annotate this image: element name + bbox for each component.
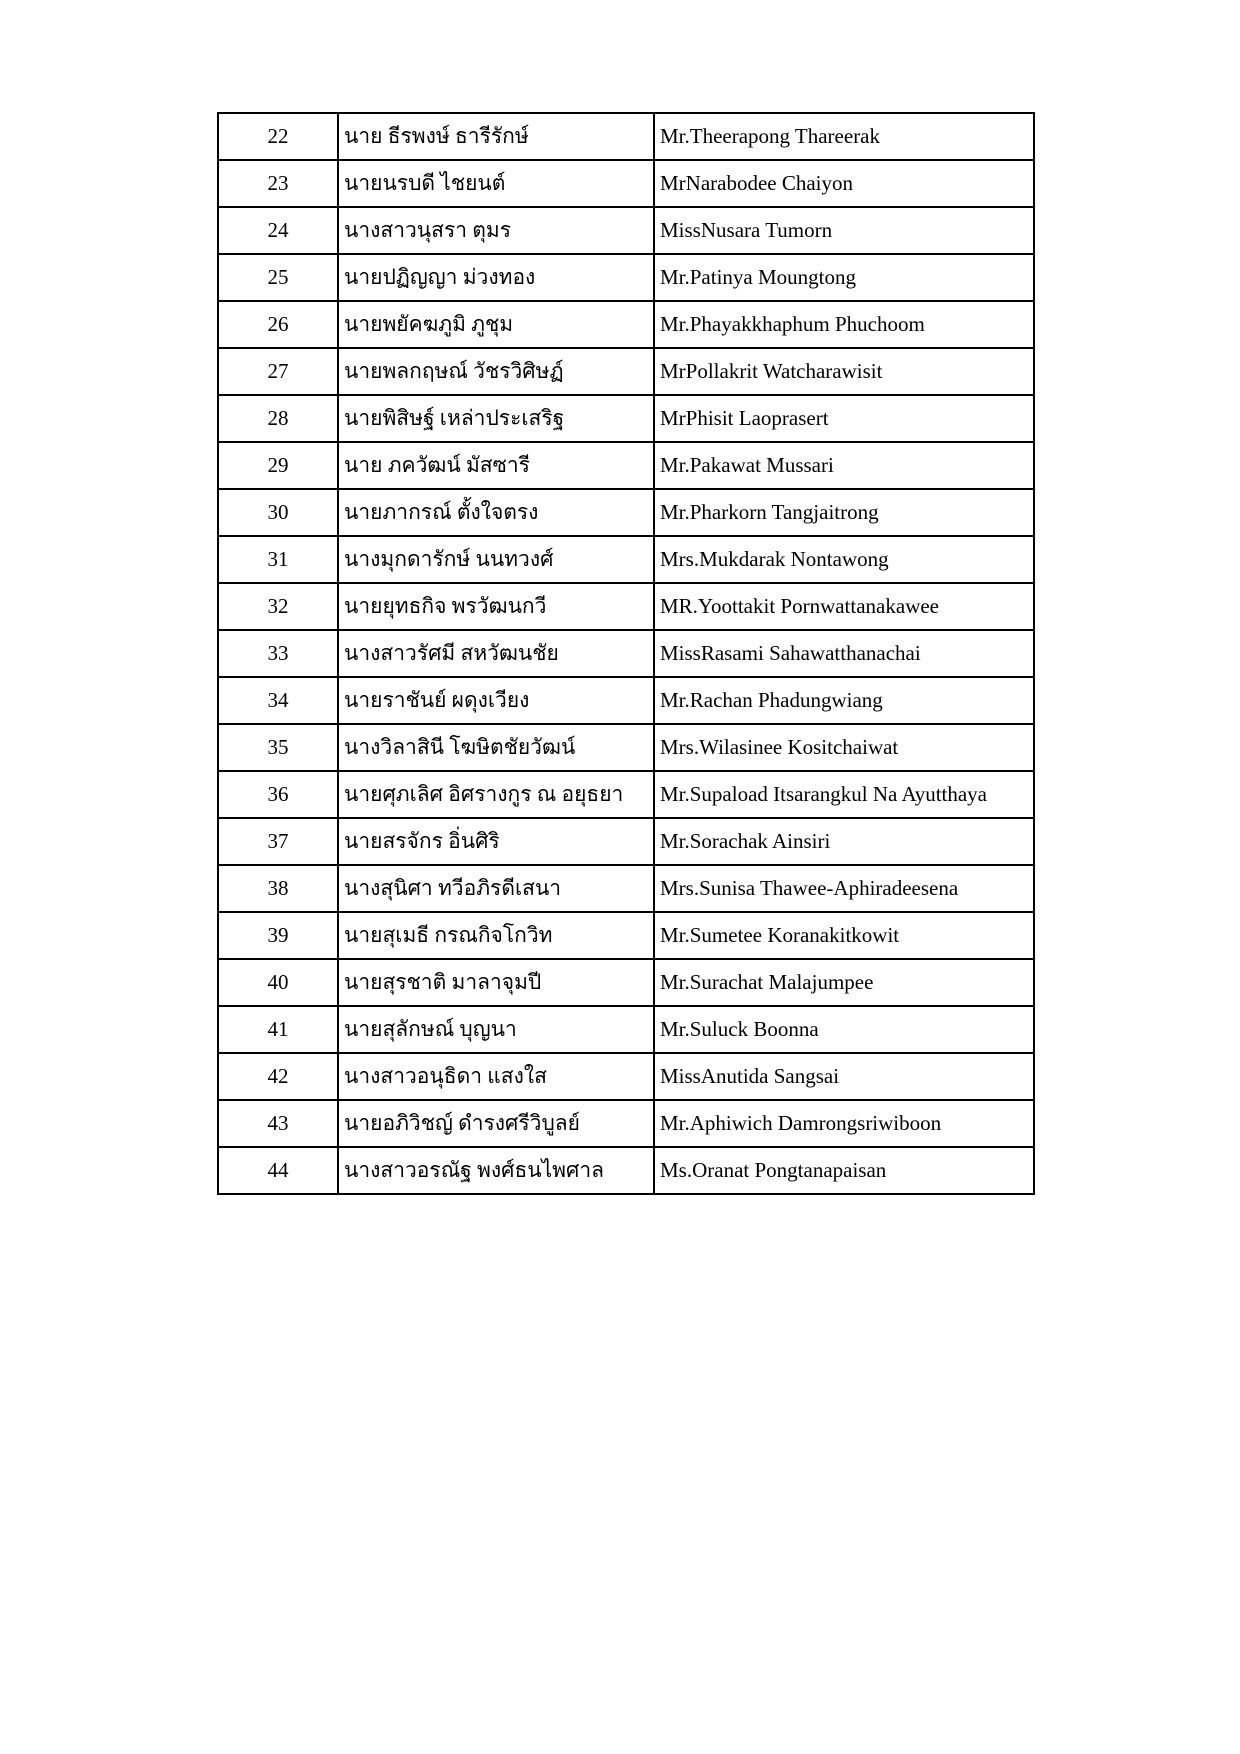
english-name-cell: Mrs.Mukdarak Nontawong bbox=[654, 536, 1034, 583]
table-row bbox=[218, 489, 1034, 536]
table-row bbox=[218, 912, 1034, 959]
table-row bbox=[218, 1100, 1034, 1147]
thai-name-cell: นายภากรณ์ ตั้งใจตรง bbox=[338, 489, 654, 536]
table-row bbox=[218, 583, 1034, 630]
table-row bbox=[218, 959, 1034, 1006]
english-name-cell: Mr.Pakawat Mussari bbox=[654, 442, 1034, 489]
row-number-cell: 32 bbox=[218, 583, 338, 630]
table-row bbox=[218, 724, 1034, 771]
thai-name-cell: นายสุเมธี กรณกิจโกวิท bbox=[338, 912, 654, 959]
row-number-cell: 31 bbox=[218, 536, 338, 583]
name-list-table bbox=[217, 112, 1035, 1195]
english-name-cell: MrPhisit Laoprasert bbox=[654, 395, 1034, 442]
english-name-cell: Mr.Rachan Phadungwiang bbox=[654, 677, 1034, 724]
english-name-cell: Mr.Phayakkhaphum Phuchoom bbox=[654, 301, 1034, 348]
row-number-cell: 42 bbox=[218, 1053, 338, 1100]
table-row bbox=[218, 771, 1034, 818]
table-row bbox=[218, 1147, 1034, 1194]
thai-name-cell: นางสาวอนุธิดา แสงใส bbox=[338, 1053, 654, 1100]
row-number-cell: 37 bbox=[218, 818, 338, 865]
table-row bbox=[218, 348, 1034, 395]
row-number-cell: 44 bbox=[218, 1147, 338, 1194]
english-name-cell: Mr.Theerapong Thareerak bbox=[654, 113, 1034, 160]
row-number-cell: 24 bbox=[218, 207, 338, 254]
thai-name-cell: นางวิลาสินี โฆษิตชัยวัฒน์ bbox=[338, 724, 654, 771]
name-list-body bbox=[218, 113, 1034, 1194]
thai-name-cell: นางสุนิศา ทวีอภิรดีเสนา bbox=[338, 865, 654, 912]
english-name-cell: MissRasami Sahawatthanachai bbox=[654, 630, 1034, 677]
table-row bbox=[218, 630, 1034, 677]
thai-name-cell: นางสาวอรณัฐ พงศ์ธนไพศาล bbox=[338, 1147, 654, 1194]
thai-name-cell: นางสาวรัศมี สหวัฒนชัย bbox=[338, 630, 654, 677]
table-row bbox=[218, 442, 1034, 489]
row-number-cell: 39 bbox=[218, 912, 338, 959]
row-number-cell: 27 bbox=[218, 348, 338, 395]
english-name-cell: Mr.Supaload Itsarangkul Na Ayutthaya bbox=[654, 771, 1034, 818]
table-row bbox=[218, 113, 1034, 160]
english-name-cell: MrNarabodee Chaiyon bbox=[654, 160, 1034, 207]
row-number-cell: 40 bbox=[218, 959, 338, 1006]
thai-name-cell: นางสาวนุสรา ตุมร bbox=[338, 207, 654, 254]
table-row bbox=[218, 677, 1034, 724]
english-name-cell: Ms.Oranat Pongtanapaisan bbox=[654, 1147, 1034, 1194]
thai-name-cell: นายนรบดี ไชยนต์ bbox=[338, 160, 654, 207]
english-name-cell: MissAnutida Sangsai bbox=[654, 1053, 1034, 1100]
thai-name-cell: นายศุภเลิศ อิศรางกูร ณ อยุธยา bbox=[338, 771, 654, 818]
row-number-cell: 43 bbox=[218, 1100, 338, 1147]
row-number-cell: 23 bbox=[218, 160, 338, 207]
english-name-cell: MrPollakrit Watcharawisit bbox=[654, 348, 1034, 395]
table-row bbox=[218, 207, 1034, 254]
row-number-cell: 22 bbox=[218, 113, 338, 160]
english-name-cell: Mrs.Wilasinee Kositchaiwat bbox=[654, 724, 1034, 771]
table-row bbox=[218, 395, 1034, 442]
thai-name-cell: นาย ธีรพงษ์ ธารีรักษ์ bbox=[338, 113, 654, 160]
row-number-cell: 33 bbox=[218, 630, 338, 677]
english-name-cell: MissNusara Tumorn bbox=[654, 207, 1034, 254]
thai-name-cell: นายพยัคฆภูมิ ภูชุม bbox=[338, 301, 654, 348]
thai-name-cell: นายราชันย์ ผดุงเวียง bbox=[338, 677, 654, 724]
thai-name-cell: นาย ภควัฒน์ มัสซารี bbox=[338, 442, 654, 489]
row-number-cell: 29 bbox=[218, 442, 338, 489]
thai-name-cell: นายสุรชาติ มาลาจุมปี bbox=[338, 959, 654, 1006]
english-name-cell: Mr.Aphiwich Damrongsriwiboon bbox=[654, 1100, 1034, 1147]
table-row bbox=[218, 1053, 1034, 1100]
row-number-cell: 35 bbox=[218, 724, 338, 771]
table-row bbox=[218, 865, 1034, 912]
thai-name-cell: นายยุทธกิจ พรวัฒนกวี bbox=[338, 583, 654, 630]
english-name-cell: Mrs.Sunisa Thawee-Aphiradeesena bbox=[654, 865, 1034, 912]
thai-name-cell: นางมุกดารักษ์ นนทวงศ์ bbox=[338, 536, 654, 583]
english-name-cell: Mr.Suluck Boonna bbox=[654, 1006, 1034, 1053]
table-row bbox=[218, 301, 1034, 348]
english-name-cell: Mr.Patinya Moungtong bbox=[654, 254, 1034, 301]
row-number-cell: 36 bbox=[218, 771, 338, 818]
table-row bbox=[218, 160, 1034, 207]
row-number-cell: 38 bbox=[218, 865, 338, 912]
english-name-cell: Mr.Sumetee Koranakitkowit bbox=[654, 912, 1034, 959]
thai-name-cell: นายสรจักร อิ่นศิริ bbox=[338, 818, 654, 865]
row-number-cell: 28 bbox=[218, 395, 338, 442]
english-name-cell: MR.Yoottakit Pornwattanakawee bbox=[654, 583, 1034, 630]
row-number-cell: 25 bbox=[218, 254, 338, 301]
table-row bbox=[218, 536, 1034, 583]
english-name-cell: Mr.Surachat Malajumpee bbox=[654, 959, 1034, 1006]
row-number-cell: 30 bbox=[218, 489, 338, 536]
english-name-cell: Mr.Pharkorn Tangjaitrong bbox=[654, 489, 1034, 536]
table-row bbox=[218, 818, 1034, 865]
row-number-cell: 41 bbox=[218, 1006, 338, 1053]
thai-name-cell: นายพลกฤษณ์ วัชรวิศิษฏ์ bbox=[338, 348, 654, 395]
thai-name-cell: นายสุลักษณ์ บุญนา bbox=[338, 1006, 654, 1053]
thai-name-cell: นายอภิวิชญ์ ดำรงศรีวิบูลย์ bbox=[338, 1100, 654, 1147]
table-row bbox=[218, 1006, 1034, 1053]
row-number-cell: 26 bbox=[218, 301, 338, 348]
english-name-cell: Mr.Sorachak Ainsiri bbox=[654, 818, 1034, 865]
table-row bbox=[218, 254, 1034, 301]
thai-name-cell: นายปฏิญญา ม่วงทอง bbox=[338, 254, 654, 301]
thai-name-cell: นายพิสิษฐ์ เหล่าประเสริฐ bbox=[338, 395, 654, 442]
row-number-cell: 34 bbox=[218, 677, 338, 724]
